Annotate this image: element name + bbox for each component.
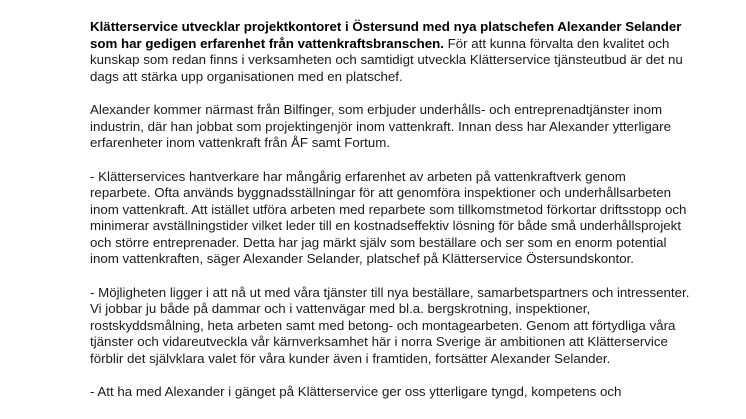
lead-text: För att kunna förvalta den kvalitet och kunskap som redan finns i verksamheten och samtidigt utveckla Klätterservice tjänsteutbud är det nu dags att stärka upp organisationen med en platschef. (90, 35, 683, 84)
paragraph-quote-experience: - Klätterservices hantverkare har mångårig erfarenhet av arbeten på vattenkraftverk genom reparbete. Ofta används byggnadsställningar för att genomföra inspektioner och underhållsarbeten inom vattenkraft. Att istället utföra arbeten med reparbete som tillkomstmetod förkortar driftsstopp och minimerar avställningstider vilket leder till en kostnadseffektiv lösning för både små underhållsprojekt och större entreprenader. Detta har jag märkt själv som beställare och ser som en enorm potential inom vattenkraften, säger Alexander Selander, platschef på Klätterservice Östersundskontor. (90, 168, 687, 266)
lead-headline: Klätterservice utvecklar projektkontoret i Östersund med nya platschefen Alexander Selander som har gedigen erfarenhet från vattenkraftsbranschen. (90, 19, 682, 51)
paragraph-quote-opportunity: - Möjligheten ligger i att nå ut med våra tjänster till nya beställare, samarbetspartners och intressenter. Vi jobbar ju både på dammar och i vattenvägar med bl.a. bergskrotning, inspektioner, rostskyddsmålning, heta arbeten samt med betong- och montagearbeten. Genom att förtydliga våra tjänster och vidareutveckla vår kärnverksamhet här i norra Sverige är ambitionen att Klätterservice förblir det självklara valet för våra kunder även i framtiden, fortsätter Alexander Selander. (90, 284, 690, 366)
lead-paragraph (90, 19, 690, 85)
paragraph-background: Alexander kommer närmast från Bilfinger, som erbjuder underhålls- och entreprenadtjänster inom industrin, där han jobbat som projektingenjör inom vattenkraft. Innan dess har Alexander ytterligare erfarenheter inom vattenkraft från ÅF samt Fortum. (90, 102, 671, 150)
document-body (90, 19, 690, 418)
paragraph-quote-team: - Att ha med Alexander i gänget på Klätterservice ger oss ytterligare tyngd, kompetens och (90, 384, 622, 399)
